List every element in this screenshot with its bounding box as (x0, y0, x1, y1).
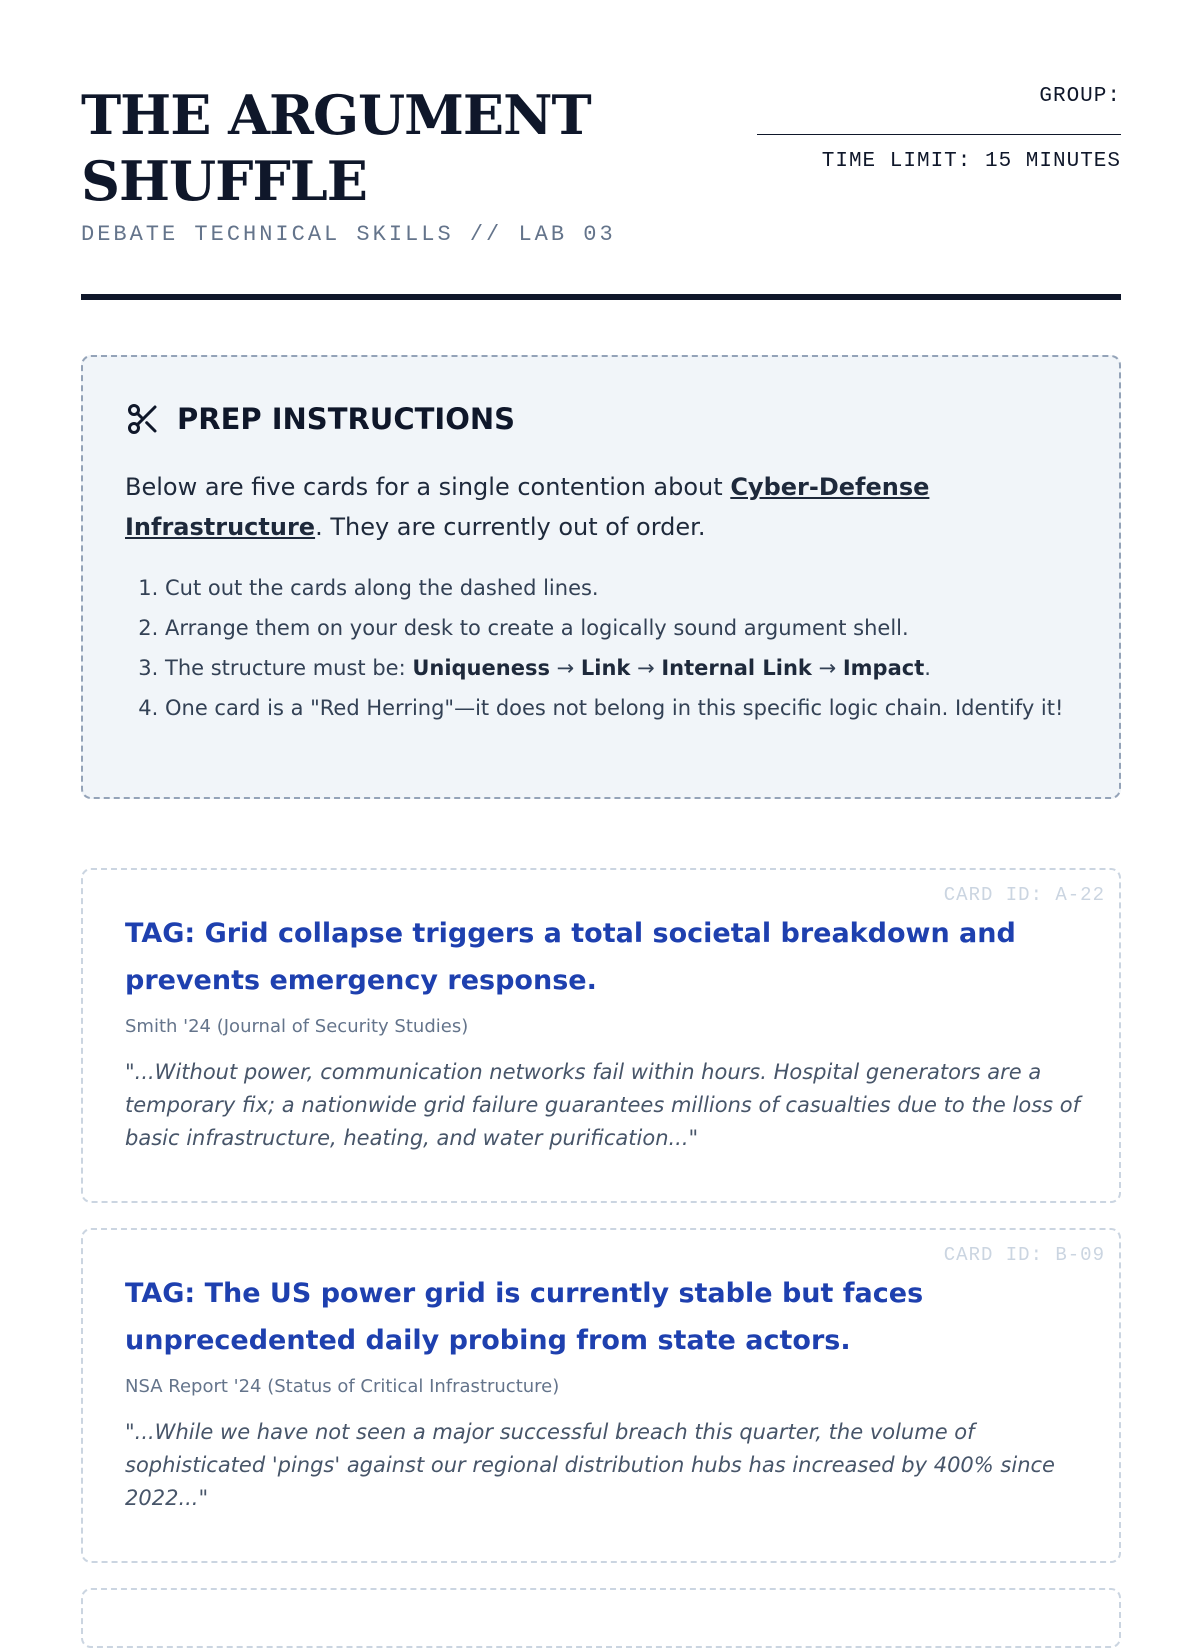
page-subtitle: DEBATE TECHNICAL SKILLS // LAB 03 (81, 222, 616, 247)
arrow: → (811, 656, 843, 680)
instruction-step: 2. Arrange them on your desk to create a logically sound argument shell. (165, 611, 1085, 645)
worksheet-page (81, 0, 1121, 1510)
instruction-step (165, 651, 1085, 685)
worksheet-meta (751, 82, 1121, 177)
arrow: → (549, 656, 581, 680)
instructions-heading (125, 401, 515, 437)
group-name-blank (757, 134, 1121, 135)
group-label: GROUP: (1039, 85, 1121, 108)
card-citation: NSA Report '24 (Status of Critical Infrastructure) (125, 1376, 560, 1397)
arrow: → (630, 656, 662, 680)
worksheet-header (81, 0, 1121, 300)
card-tag: TAG: The US power grid is currently stable but faces unprecedented daily probing from state actors. (125, 1278, 924, 1356)
intro-text-before: Below are five cards for a single contention about (125, 473, 731, 501)
page-title: THE ARGUMENT SHUFFLE (81, 83, 591, 213)
card-citation: Smith '24 (Journal of Security Studies) (125, 1016, 469, 1037)
step3-prefix: The structure must be: (165, 656, 413, 680)
structure-part: Link (580, 656, 631, 680)
time-limit: TIME LIMIT: 15 MINUTES (821, 150, 1121, 173)
intro-text-after: . They are currently out of order. (315, 513, 706, 541)
card-quote: "...Without power, communication networks fail within hours. Hospital generators are a temporary fix; a nationwide grid failure guarantees millions of casualties due to the loss of basic infrastructure, heating, and water purification..." (125, 1060, 1081, 1150)
structure-part: Uniqueness (412, 656, 550, 680)
card-tag: TAG: Grid collapse triggers a total societal breakdown and prevents emergency response. (125, 918, 1016, 996)
structure-part: Impact (842, 656, 925, 680)
evidence-card[interactable] (81, 1228, 1121, 1563)
scissors-icon (125, 401, 161, 437)
instructions-intro (125, 467, 1025, 547)
instruction-step: 1. Cut out the cards along the dashed lines. (165, 571, 1085, 605)
step3-suffix: . (924, 656, 931, 680)
card-id: CARD ID: B-09 (943, 1244, 1105, 1266)
card-id: CARD ID: A-22 (943, 884, 1105, 906)
evidence-card[interactable] (81, 868, 1121, 1203)
instructions-title: PREP INSTRUCTIONS (177, 402, 516, 436)
structure-part: Internal Link (661, 656, 812, 680)
prep-instructions-box (81, 355, 1121, 799)
card-quote: "...While we have not seen a major successful breach this quarter, the volume of sophisticated 'pings' against our regional distribution hubs has increased by 400% since 2022..." (125, 1420, 1055, 1510)
header-divider (81, 294, 1121, 300)
topic-link[interactable]: Cyber-Defense Infrastructure (125, 473, 930, 541)
evidence-card[interactable] (81, 1588, 1121, 1648)
instruction-steps (125, 571, 1085, 731)
instruction-step: 4. One card is a "Red Herring"—it does not belong in this specific logic chain. Identify it! (165, 691, 1085, 725)
